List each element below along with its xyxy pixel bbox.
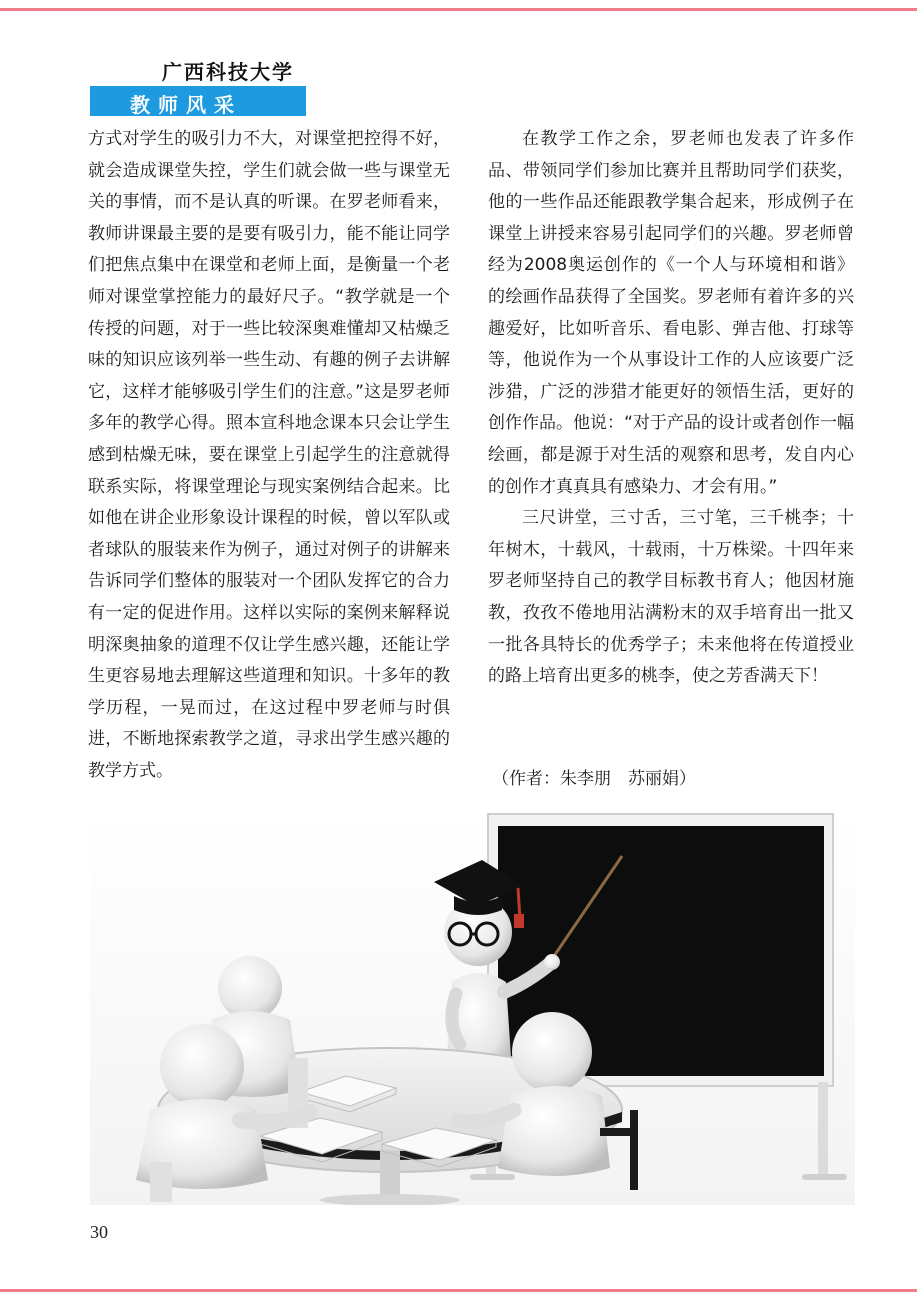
school-name: 广西科技大学: [162, 60, 294, 84]
top-rule: [0, 8, 917, 11]
classroom-illustration: [90, 810, 855, 1205]
byline: （作者：朱李朋 苏丽娟）: [492, 769, 696, 789]
column-title: 教师风采: [130, 93, 242, 117]
right-paragraph-2: 三尺讲堂，三寸舌，三寸笔，三千桃李；十年树木，十载风，十载雨，十万株梁。十四年来罗老师坚持自己的教学目标教书育人；他因材施教，孜孜不倦地用沾满粉末的双手培育出一批又一批各具特长的优秀学子；未来他将在传道授业的路上培育出更多的桃李，使之芳香满天下！: [488, 508, 854, 687]
column-title-bar: [90, 86, 306, 116]
page-number: 30: [90, 1222, 108, 1242]
bottom-rule: [0, 1289, 917, 1292]
right-paragraph-1: 在教学工作之余，罗老师也发表了许多作品、带领同学们参加比赛并且帮助同学们获奖，他的一些作品还能跟教学集合起来，形成例子在课堂上讲授来容易引起同学们的兴趣。罗老师曾经为2008奥运创作的《一个人与环境相和谐》的绘画作品获得了全国奖。罗老师有着许多的兴趣爱好，比如听音乐、看电影、弹吉他、打球等等，他说作为一个从事设计工作的人应该要广泛涉猎，广泛的涉猎才能更好的领悟生活，更好的创作作品。他说：“对于产品的设计或者创作一幅绘画，都是源于对生活的观察和思考，发自内心的创作才真真具有感染力、才会有用。”: [488, 129, 854, 497]
article-right-column: [488, 124, 854, 693]
classroom-illustration-svg: [90, 810, 855, 1205]
article-left-column: [88, 124, 450, 787]
left-column-text: 方式对学生的吸引力不大，对课堂把控得不好，就会造成课堂失控，学生们就会做一些与课堂无关的事情，而不是认真的听课。在罗老师看来，教师讲课最主要的是要有吸引力，能不能让同学们把焦点集中在课堂和老师上面，是衡量一个老师对课堂掌控能力的最好尺子。“教学就是一个传授的问题，对于一些比较深奥难懂却又枯燥乏味的知识应该列举一些生动、有趣的例子去讲解它，这样才能够吸引学生们的注意。”这是罗老师多年的教学心得。照本宣科地念课本只会让学生感到枯燥无味，要在课堂上引起学生的注意就得联系实际，将课堂理论与现实案例结合起来。比如他在讲企业形象设计课程的时候，曾以军队或者球队的服装来作为例子，通过对例子的讲解来告诉同学们整体的服装对一个团队发挥它的合力有一定的促进作用。这样以实际的案例来解释说明深奥抽象的道理不仅让学生感兴趣，还能让学生更容易地去理解这些道理和知识。十多年的教学历程，一晃而过，在这过程中罗老师与时俱进，不断地探索教学之道，寻求出学生感兴趣的教学方式。: [88, 129, 450, 781]
